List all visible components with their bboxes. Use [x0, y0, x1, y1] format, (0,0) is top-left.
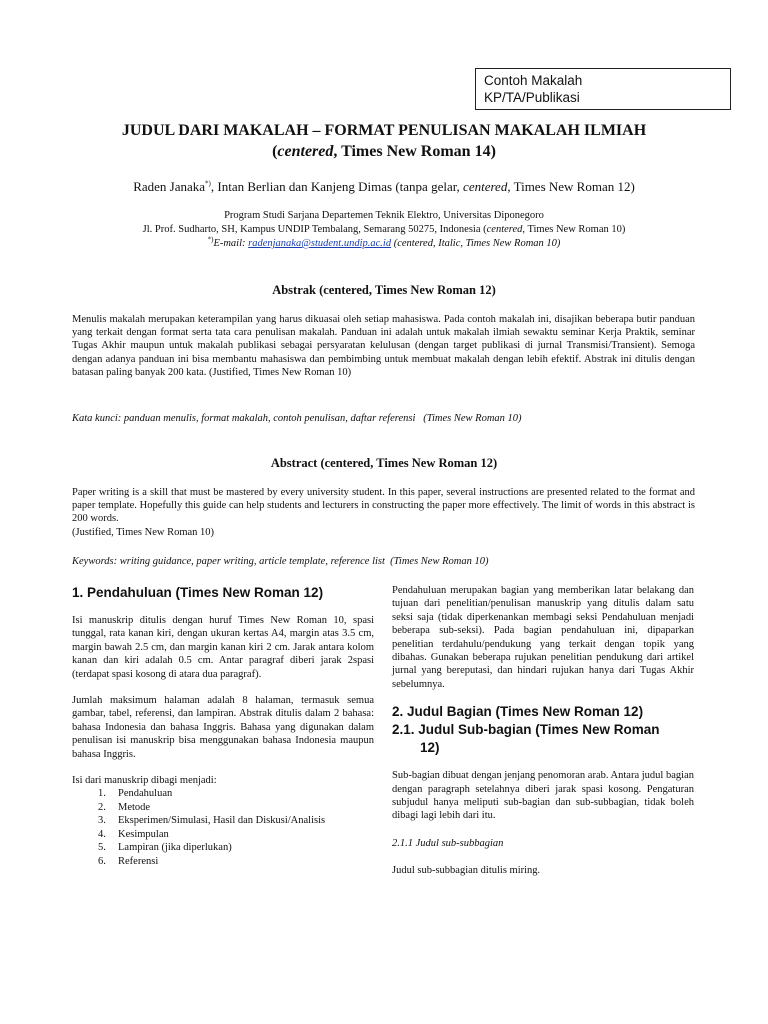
affiliation-line-3: [40, 237, 728, 251]
abstrak-heading: Abstrak (centered, Times New Roman 12): [272, 283, 496, 297]
subsubsection-paragraph: Judul sub-subbagian ditulis miring.: [392, 865, 541, 877]
email-label: E-mail:: [213, 238, 249, 249]
affiliation-address: Jl. Prof. Sudharto, SH, Kampus UNDIP Tembalang, Semarang 50275, Indonesia (: [142, 224, 487, 235]
email-sup: *): [207, 235, 214, 244]
list-item: [72, 855, 374, 868]
abstrak-body: Menulis makalah merupakan keterampilan yang harus dikuasai oleh setiap mahasiswa. Pada contoh makalah ini, disajikan beberapa butir panduan yang terkait dengan format serta tata cara penulisan makalah. Panduan ini adalah untuk makalah ilmiah sewaktu seminar Kerja Praktik, seminar Tugas Akhir maupun untuk makalah publikasi sebagai persyaratan kelulusan (dengan target publikasi di jurnal Transmisi/Transient). Semoga dengan adanya panduan ini bisa membantu mahasiswa dan pembimbing untuk membuat makalah dengan lebih efektif. Abstrak ini ditulis dengan batasan paling banyak 200 kata. (Justified, Times New Roman 10): [72, 314, 695, 378]
list-item-number: 3.: [98, 815, 106, 827]
section-1-paragraph-1: Isi manuskrip ditulis dengan huruf Times New Roman 10, spasi tunggal, rata kanan kiri, dengan ukuran kertas A4, margin atas 3.5 cm, margin bawah 2.5 cm, dan margin kanan kiri 2 cm. Jarak antara kolom kanan dan kiri adalah 0.5 cm. Antar paragraf diberi jarak 2spasi (terdapat spasi kosong di atara dua paragraf).: [72, 615, 374, 680]
abstract-body: [72, 486, 695, 539]
list-intro: Isi dari manuskrip dibagi menjadi:: [72, 775, 217, 787]
list-item: [72, 787, 374, 800]
authors-line: [40, 178, 728, 196]
document-label-box: [475, 68, 731, 110]
list-item: [72, 841, 374, 854]
abstract-keywords-text: Keywords: writing guidance, paper writing, article template, reference list: [72, 556, 385, 567]
list-item-text: Pendahuluan: [118, 788, 173, 800]
content-list: [72, 787, 374, 867]
section-2-heading: 2. Judul Bagian (Times New Roman 12): [392, 704, 644, 720]
list-item-number: 1.: [98, 788, 106, 800]
paper-title: [40, 120, 728, 162]
title-paren: (: [272, 143, 278, 160]
email-note: (centered, Italic, Times New Roman 10): [391, 238, 561, 249]
subsection-heading-line-2: 12): [420, 740, 440, 756]
section-1-heading: 1. Pendahuluan (Times New Roman 12): [72, 585, 324, 600]
list-item: [72, 814, 374, 827]
abstrak-keywords-note: (Times New Roman 10): [423, 413, 522, 424]
affiliation-line-2: [40, 223, 728, 237]
section-1-paragraph-2: Jumlah maksimum halaman adalah 8 halaman, termasuk semua gambar, tabel, referensi, dan lampiran. Abstrak ditulis dalam 2 bahasa: bahasa Indonesia dan bahasa Inggris. Bahasa yang digunakan dalam penulisan isi manuskrip bisa menggunakan bahasa Indonesia maupun bahasa Inggris.: [72, 695, 374, 760]
list-item-number: 4.: [98, 828, 106, 840]
author-name: Raden Janaka: [133, 179, 206, 194]
affiliation-note: , Times New Roman 10): [522, 224, 626, 235]
label-line-2: KP/TA/Publikasi: [484, 90, 580, 105]
list-item-text: Metode: [118, 801, 151, 813]
author-sup: *): [205, 179, 211, 188]
label-line-1: Contoh Makalah: [484, 73, 583, 88]
abstract-keywords-note: (Times New Roman 10): [390, 556, 489, 567]
affiliation-line-1: Program Studi Sarjana Departemen Teknik Elektro, Universitas Diponegoro: [224, 210, 544, 221]
subsection-heading-line-1: 2.1. Judul Sub-bagian (Times New Roman: [392, 722, 660, 738]
abstrak-keywords: [72, 412, 695, 426]
list-item-text: Kesimpulan: [118, 828, 169, 840]
abstract-keywords: [72, 555, 695, 569]
title-line-1: JUDUL DARI MAKALAH – FORMAT PENULISAN MAKALAH ILMIAH: [121, 122, 647, 139]
authors-italic: centered: [463, 179, 508, 194]
right-column: [392, 584, 694, 878]
list-item-text: Referensi: [118, 855, 159, 867]
email-link[interactable]: radenjanaka@student.undip.ac.id: [248, 238, 392, 249]
abstract-body-text: Paper writing is a skill that must be mastered by every university student. In this paper, several instructions are presented related to the format and paper template. Hopefully this guide can help students and lecturers in constructing the paper more effectively. The limit of words in this abstract is 200 words.: [72, 487, 695, 525]
list-item-number: 6.: [98, 855, 106, 867]
intro-paragraph: Pendahuluan merupakan bagian yang memberikan latar belakang dan tujuan dari penelitian/penulisan manuskrip yang ditulis dalam satu seksi saja (tidak diperkenankan membagi seksi Pendahuluan menjadi beberapa sub-seksi). Pada bagian pendahuluan ini, dipaparkan penelitian terdahulu/pendukung yang terkait dengan topik yang dibahas. Gunakan beberapa rujukan penelitian pendukung dari artikel jurnal yang bereputasi, dan hindari rujukan hanya dari Tugas Akhir sebelumnya.: [392, 585, 694, 690]
list-item: [72, 801, 374, 814]
affiliation-italic: centered: [486, 224, 523, 235]
abstract-body-note: (Justified, Times New Roman 10): [72, 526, 215, 538]
list-item-text: Eksperimen/Simulasi, Hasil dan Diskusi/Analisis: [118, 815, 326, 827]
abstract-heading: Abstract (centered, Times New Roman 12): [270, 456, 498, 470]
affiliation: [40, 209, 728, 251]
list-item: [72, 828, 374, 841]
list-item-text: Lampiran (jika diperlukan): [118, 842, 232, 854]
subsection-2-1-heading: [392, 721, 694, 757]
left-column: [72, 584, 374, 868]
title-rest: , Times New Roman 14): [333, 143, 496, 160]
list-item-number: 5.: [98, 842, 106, 854]
abstrak-keywords-text: Kata kunci: panduan menulis, format makalah, contoh penulisan, daftar referensi: [72, 413, 416, 424]
list-item-number: 2.: [98, 801, 106, 813]
authors-rest: , Intan Berlian dan Kanjeng Dimas (tanpa gelar,: [210, 179, 464, 194]
title-line-2: [40, 141, 728, 162]
subsection-paragraph: Sub-bagian dibuat dengan jenjang penomoran arab. Antara judul bagian dengan paragraph setelahnya diberi jarak spasi kosong. Pengaturan subjudul hanya meliputi sub-bagian dan sub-subbagian, tidak boleh dibagi lagi lebih dari itu.: [392, 770, 694, 822]
subsubsection-heading: 2.1.1 Judul sub-subbagian: [392, 837, 504, 849]
title-italic: centered: [277, 143, 334, 160]
authors-rest-2: , Times New Roman 12): [507, 179, 635, 194]
